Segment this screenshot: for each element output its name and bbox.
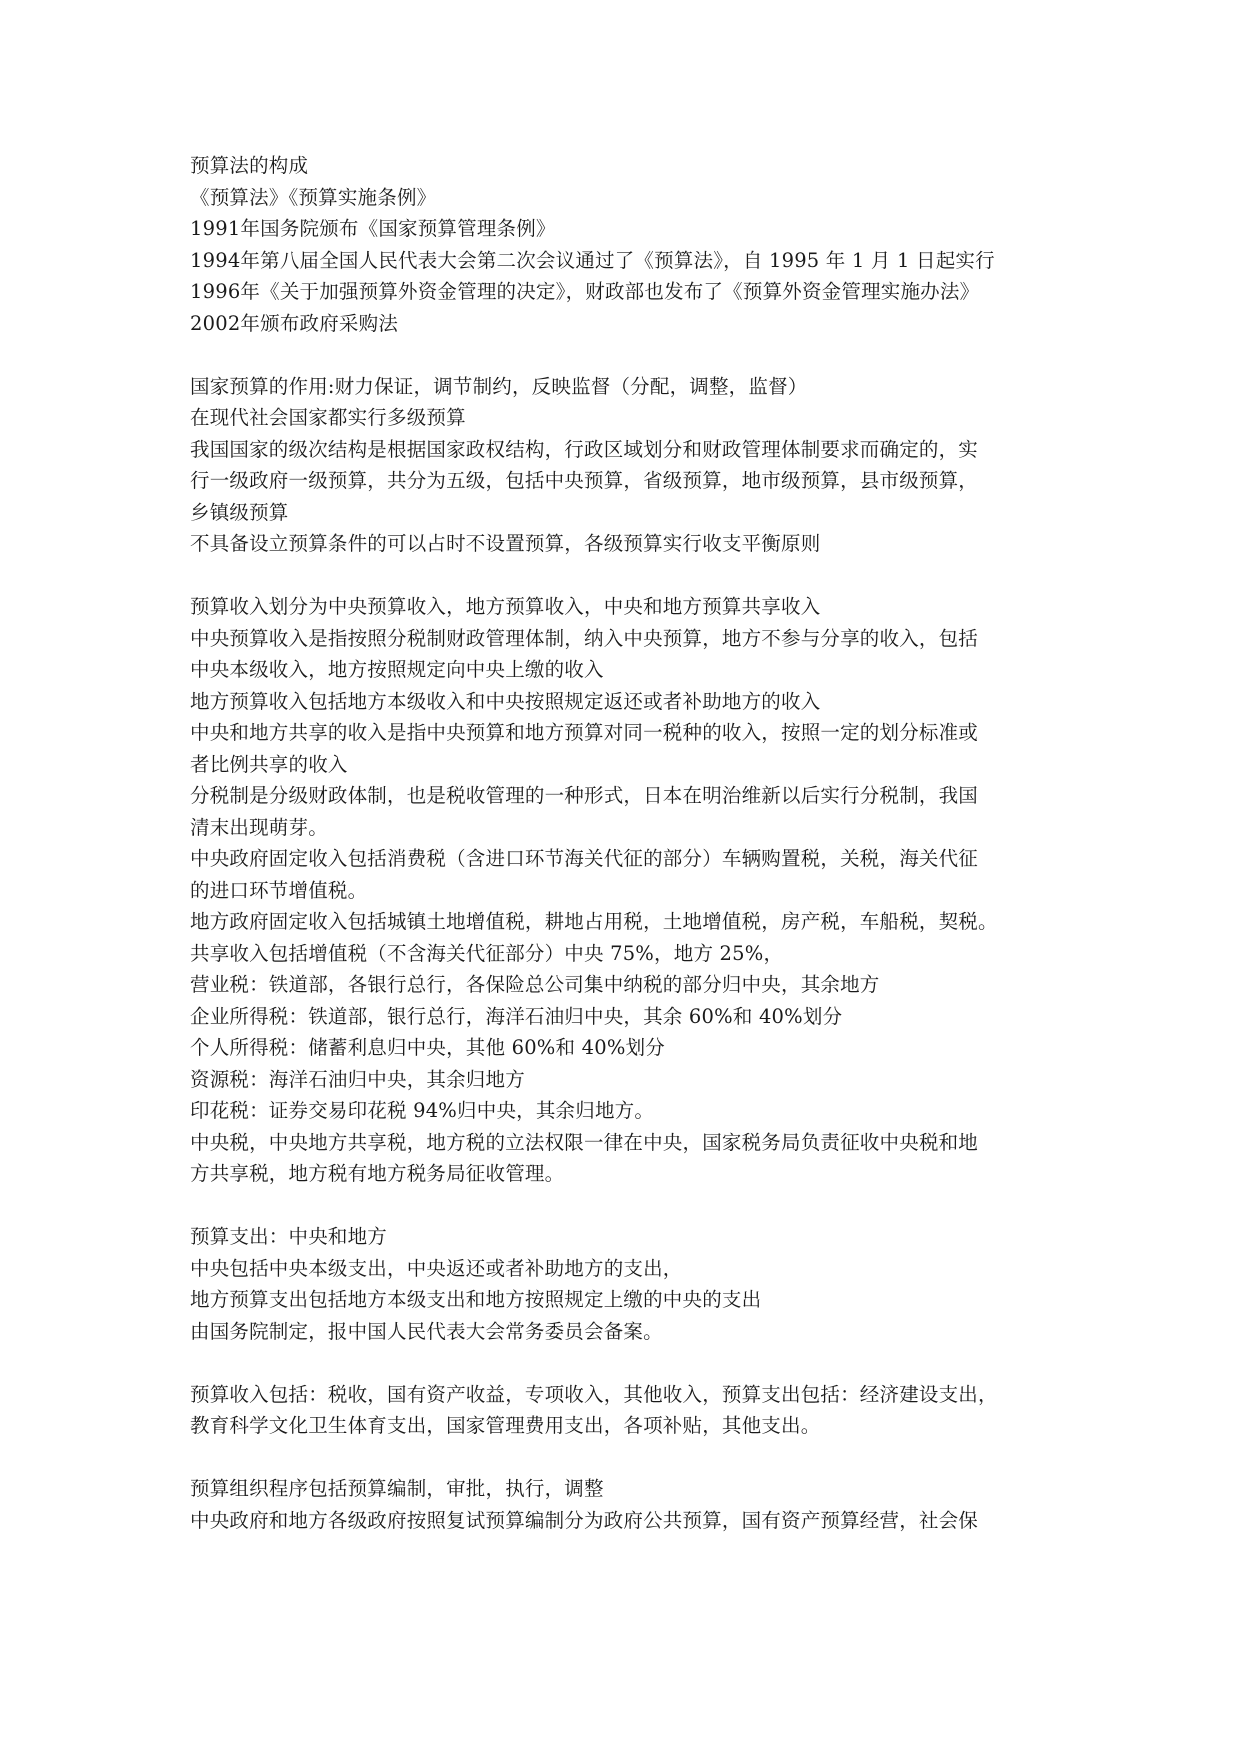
text-line: 中央包括中央本级支出，中央返还或者补助地方的支出，	[190, 1256, 683, 1280]
document-body	[190, 150, 1070, 1536]
text-line: 地方政府固定收入包括城镇土地增值税，耕地占用税，土地增值税，房产税，车船税，契税。	[190, 910, 998, 933]
text-line: 不具备设立预算条件的可以占时不设置预算，各级预算实行收支平衡原则	[190, 532, 821, 555]
text-line: 清末出现萌芽。	[190, 815, 328, 839]
text-line: 预算法的构成	[190, 154, 309, 177]
paragraph-spacer	[190, 560, 1070, 592]
text-line: 共享收入包括增值税（不含海关代征部分）中央 75%，地方 25%，	[190, 941, 784, 965]
text-line: 分税制是分级财政体制，也是税收管理的一种形式，日本在明治维新以后实行分税制，我国	[190, 784, 979, 807]
text-line: 营业税：铁道部，各银行总行，各保险总公司集中纳税的部分归中央，其余地方	[190, 973, 880, 996]
paragraph-spacer	[190, 1347, 1070, 1379]
text-line: 企业所得税：铁道部，银行总行，海洋石油归中央，其余 60%和 40%划分	[190, 1004, 843, 1028]
text-line: 中央本级收入，地方按照规定向中央上缴的收入	[190, 658, 604, 681]
text-line: 中央政府固定收入包括消费税（含进口环节海关代征的部分）车辆购置税，关税，海关代征	[190, 847, 979, 870]
text-line: 我国国家的级次结构是根据国家政权结构，行政区域划分和财政管理体制要求而确定的，实	[190, 437, 979, 461]
text-line: 行一级政府一级预算，共分为五级，包括中央预算，省级预算，地市级预算，县市级预算，	[190, 469, 979, 492]
paragraph-spacer	[190, 1442, 1070, 1474]
text-line: 《预算法》《预算实施条例》	[190, 185, 437, 209]
text-line: 资源税：海洋石油归中央，其余归地方	[190, 1067, 525, 1091]
text-line: 1994年第八届全国人民代表大会第二次会议通过了《预算法》，自 1995 年 1 月 1 日起实行	[190, 248, 995, 272]
text-line: 中央和地方共享的收入是指中央预算和地方预算对同一税种的收入，按照一定的划分标准或	[190, 721, 979, 744]
text-line: 中央预算收入是指按照分税制财政管理体制，纳入中央预算，地方不参与分享的收入，包括	[190, 626, 979, 650]
text-line: 教育科学文化卫生体育支出，国家管理费用支出，各项补贴，其他支出。	[190, 1414, 821, 1437]
text-line: 预算支出：中央和地方	[190, 1225, 388, 1248]
text-line: 乡镇级预算	[190, 500, 289, 524]
paragraph-spacer	[190, 1190, 1070, 1222]
text-line: 个人所得税：储蓄利息归中央，其他 60%和 40%划分	[190, 1036, 665, 1059]
text-line: 国家预算的作用:财力保证，调节制约，反映监督（分配，调整，监督）	[190, 374, 808, 398]
text-line: 预算组织程序包括预算编制，审批，执行，调整	[190, 1477, 604, 1500]
text-line: 中央税，中央地方共享税，地方税的立法权限一律在中央，国家税务局负责征收中央税和地	[190, 1130, 979, 1154]
text-line: 预算收入包括：税收，国有资产收益，专项收入，其他收入，预算支出包括：经济建设支出，	[190, 1382, 998, 1406]
text-line: 地方预算收入包括地方本级收入和中央按照规定返还或者补助地方的收入	[190, 689, 821, 713]
text-line: 地方预算支出包括地方本级支出和地方按照规定上缴的中央的支出	[190, 1288, 762, 1311]
text-line: 的进口环节增值税。	[190, 878, 368, 902]
text-line: 1996年《关于加强预算外资金管理的决定》，财政部也发布了《预算外资金管理实施办法》	[190, 280, 980, 303]
paragraph-spacer	[190, 339, 1070, 371]
text-line: 2002年颁布政府采购法	[190, 311, 399, 335]
text-line: 在现代社会国家都实行多级预算	[190, 406, 466, 429]
text-line: 由国务院制定，报中国人民代表大会常务委员会备案。	[190, 1319, 663, 1343]
text-line: 方共享税，地方税有地方税务局征收管理。	[190, 1162, 565, 1185]
text-line: 者比例共享的收入	[190, 752, 348, 776]
text-line: 1991年国务院颁布《国家预算管理条例》	[190, 217, 556, 240]
text-line: 预算收入划分为中央预算收入，地方预算收入，中央和地方预算共享收入	[190, 595, 821, 618]
text-line: 印花税：证券交易印花税 94%归中央，其余归地方。	[190, 1099, 655, 1122]
text-line: 中央政府和地方各级政府按照复试预算编制分为政府公共预算，国有资产预算经营，社会保	[190, 1508, 979, 1532]
